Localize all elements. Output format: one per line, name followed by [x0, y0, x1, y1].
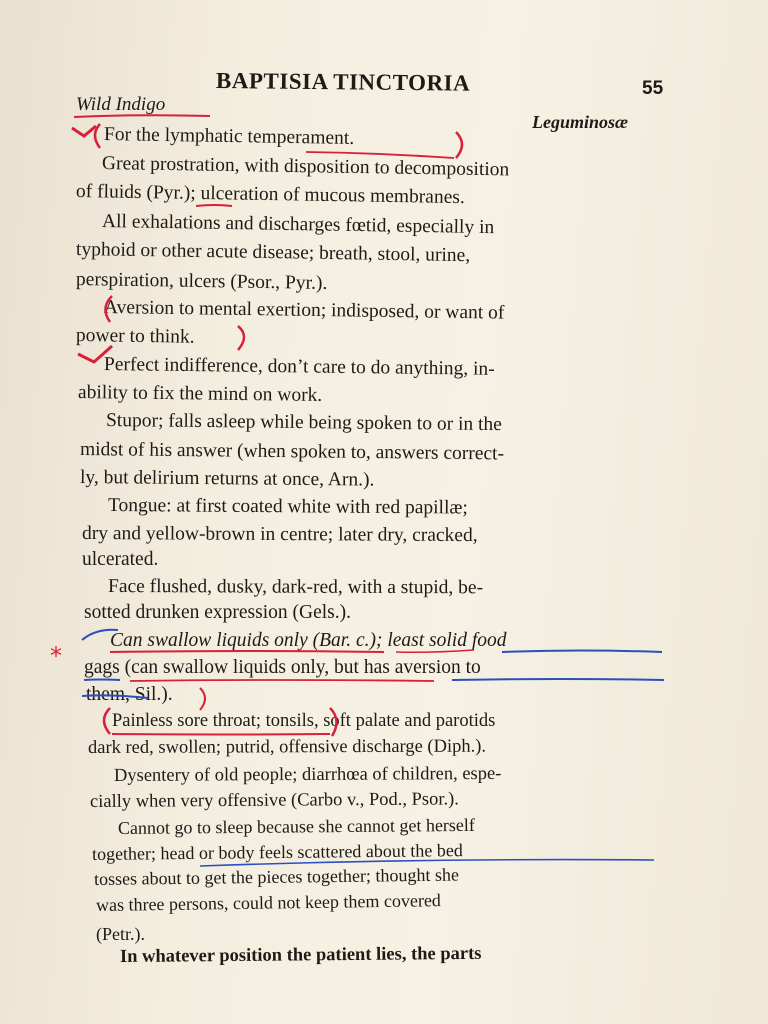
blue-underline	[502, 651, 662, 653]
text-line: Perfect indifference, don’t care to do anything, in-	[103, 354, 495, 380]
text-line: Face flushed, dusky, dark-red, with a stupid, be-	[107, 576, 484, 599]
text-line: typhoid or other acute disease; breath, stool, urine,	[75, 239, 471, 267]
text-line: Great prostration, with disposition to decomposition	[101, 153, 510, 181]
red-underline	[110, 651, 384, 652]
red-bracket	[95, 124, 100, 148]
text-line: ulcerated.	[82, 549, 159, 570]
text-line: Aversion to mental exertion; indisposed, or want of	[103, 297, 505, 324]
text-line: perspiration, ulcers (Psor., Pyr.).	[75, 269, 328, 294]
text-line: power to think.	[75, 325, 195, 348]
text-line: Painless sore throat; tonsils, soft palate and parotids	[112, 711, 496, 731]
text-line: sotted drunken expression (Gels.).	[84, 602, 351, 623]
plant-family: Leguminosæ	[532, 112, 629, 132]
text-line: Can swallow liquids only (Bar. c.); least solid food	[110, 630, 507, 651]
common-name: Wild Indigo	[76, 94, 166, 115]
text-line: Tongue: at first coated white with red papillæ;	[107, 495, 468, 519]
text-line: In whatever position the patient lies, the parts	[119, 943, 482, 967]
text-line: Cannot go to sleep because she cannot get herself	[117, 814, 475, 838]
text-line: of fluids (Pyr.); ulceration of mucous membranes.	[75, 181, 465, 209]
text-line: (Petr.).	[96, 924, 145, 944]
text-line: ly, but delirium returns at once, Arn.).	[79, 467, 375, 491]
blue-underline	[452, 679, 664, 680]
text-line: Stupor; falls asleep while being spoken to or in the	[105, 410, 502, 436]
red-underline	[196, 205, 232, 206]
text-line: cially when very offensive (Carbo v., Pod., Psor.).	[89, 789, 459, 812]
text-line: midst of his answer (when spoken to, answers correct-	[79, 439, 505, 465]
text-line: was three persons, could not keep them covered	[95, 890, 441, 915]
red-bracket	[104, 708, 110, 734]
red-asterisk: *	[50, 642, 62, 670]
page-title: BAPTISIA TINCTORIA	[215, 68, 471, 96]
text-line: For the lymphatic temperament.	[103, 124, 355, 149]
text-line: Dysentery of old people; diarrhœa of children, espe-	[113, 763, 502, 786]
red-underline	[130, 680, 434, 681]
red-tick	[72, 126, 96, 136]
text-line: ability to fix the mind on work.	[77, 382, 323, 406]
text-line: tosses about to get the pieces together; thought she	[93, 864, 460, 889]
text-line: together; head or body feels scattered about the bed	[91, 840, 463, 864]
red-bracket	[200, 688, 205, 710]
page-number: 55	[642, 78, 664, 99]
text-line: them, Sil.).	[86, 684, 173, 705]
text-line: gags (can swallow liquids only, but has aversion to	[84, 657, 481, 678]
text-line: All exhalations and discharges fœtid, especially in	[101, 211, 495, 239]
red-bracket	[456, 132, 462, 158]
blue-underline	[84, 680, 120, 681]
red-underline	[112, 734, 330, 735]
text-line: dark red, swollen; putrid, offensive discharge (Diph.).	[87, 736, 487, 758]
text-line: dry and yellow-brown in centre; later dry, cracked,	[81, 523, 478, 547]
red-bracket	[238, 326, 244, 350]
